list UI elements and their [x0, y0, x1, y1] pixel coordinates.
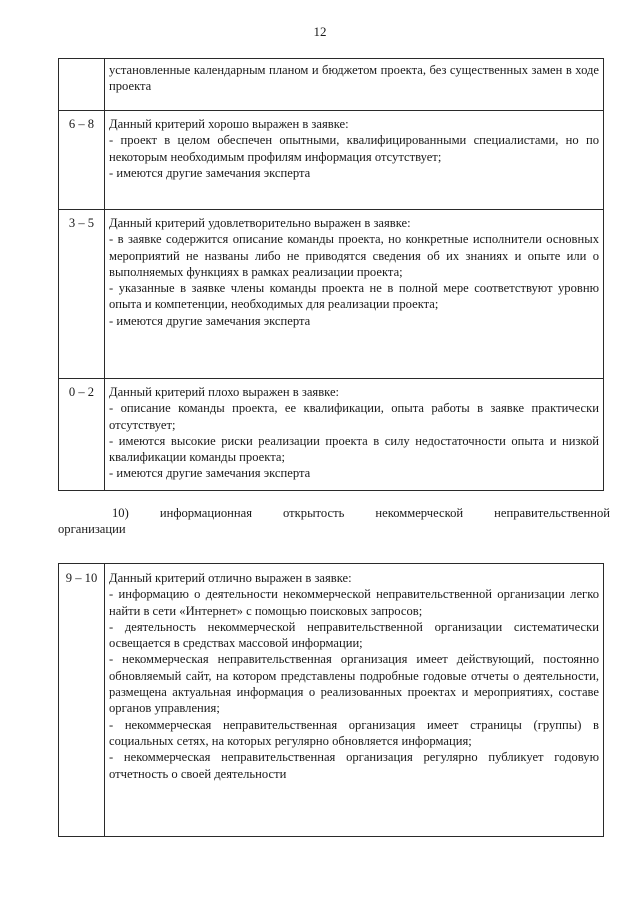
- list-item: - деятельность некоммерческой неправительственной организации систематически освещается в средствах массовой информации;: [109, 619, 599, 651]
- list-item: - некоммерческая неправительственная организация имеет действующий, постоянно обновляемый сайт, на котором представлены подробные годовые отчеты о деятельности, размещена актуальная информация о реализованных проектах и мероприятиях, составе органов управления;: [109, 652, 599, 716]
- section-heading-line: 10) информационная открытость некоммерческой неправительственной: [112, 506, 610, 520]
- score-cell: 0 – 2: [59, 379, 105, 491]
- list-item: - имеются другие замечания эксперта: [109, 466, 311, 481]
- list-item: - некоммерческая неправительственная организация регулярно публикует годовую отчетность о своей деятельности: [109, 750, 599, 781]
- description-cell: установленные календарным планом и бюджетом проекта, без существенных замен в ходе проекта: [105, 59, 604, 111]
- page-number: 12: [313, 24, 327, 39]
- score-cell: [59, 59, 105, 111]
- criteria-table-team: [58, 58, 604, 491]
- list-item: - информацию о деятельности некоммерческой неправительственной организации легко найти в сети «Интернет» с помощью поисковых запросов;: [109, 587, 599, 618]
- criterion-list: [109, 231, 599, 329]
- section-heading: [58, 505, 610, 538]
- criterion-list: [109, 586, 599, 782]
- list-item: - имеются другие замечания эксперта: [109, 313, 311, 328]
- list-item: - в заявке содержится описание команды проекта, но конкретные исполнители основных мероприятий не названы либо не приводятся сведения об их знаниях и опыте или о выполняемых функциях в рамках реализации проекта;: [109, 232, 599, 279]
- table-row: [59, 111, 604, 210]
- list-item: - указанные в заявке члены команды проекта не в полной мере соответствуют уровню опыта и компетенции, необходимых для реализации проекта;: [109, 281, 599, 312]
- score-cell: 3 – 5: [59, 210, 105, 379]
- table-row: [59, 210, 604, 379]
- score-cell: 6 – 8: [59, 111, 105, 210]
- description-cell: [105, 210, 604, 379]
- score-cell: 9 – 10: [59, 564, 105, 837]
- list-item: - имеются другие замечания эксперта: [109, 165, 311, 180]
- criterion-list: [109, 400, 599, 481]
- table-row: [59, 564, 604, 837]
- criterion-intro: Данный критерий отлично выражен в заявке:: [109, 571, 352, 585]
- description-cell: [105, 111, 604, 210]
- criterion-intro: Данный критерий хорошо выражен в заявке:: [109, 117, 349, 131]
- list-item: - описание команды проекта, ее квалификации, опыта работы в заявке практически отсутствует;: [109, 401, 599, 432]
- description-cell: [105, 564, 604, 837]
- description-cell: [105, 379, 604, 491]
- list-item: - имеются высокие риски реализации проекта в силу недостаточности опыта и низкой квалификации команды проекта;: [109, 433, 599, 465]
- list-item: - проект в целом обеспечен опытными, квалифицированными специалистами, но по некоторым необходимым профилям информация отсутствует;: [109, 133, 599, 164]
- criterion-intro: Данный критерий плохо выражен в заявке:: [109, 385, 340, 399]
- section-heading-line: организации: [58, 522, 126, 537]
- list-item: - некоммерческая неправительственная организация имеет страницы (группы) в социальных сетях, на которых регулярно обновляется информация;: [109, 717, 599, 748]
- criterion-intro: Данный критерий удовлетворительно выражен в заявке:: [109, 216, 411, 230]
- criterion-list: [109, 132, 599, 181]
- table-row: [59, 379, 604, 491]
- criteria-table-openness: [58, 563, 604, 837]
- table-row: [59, 59, 604, 111]
